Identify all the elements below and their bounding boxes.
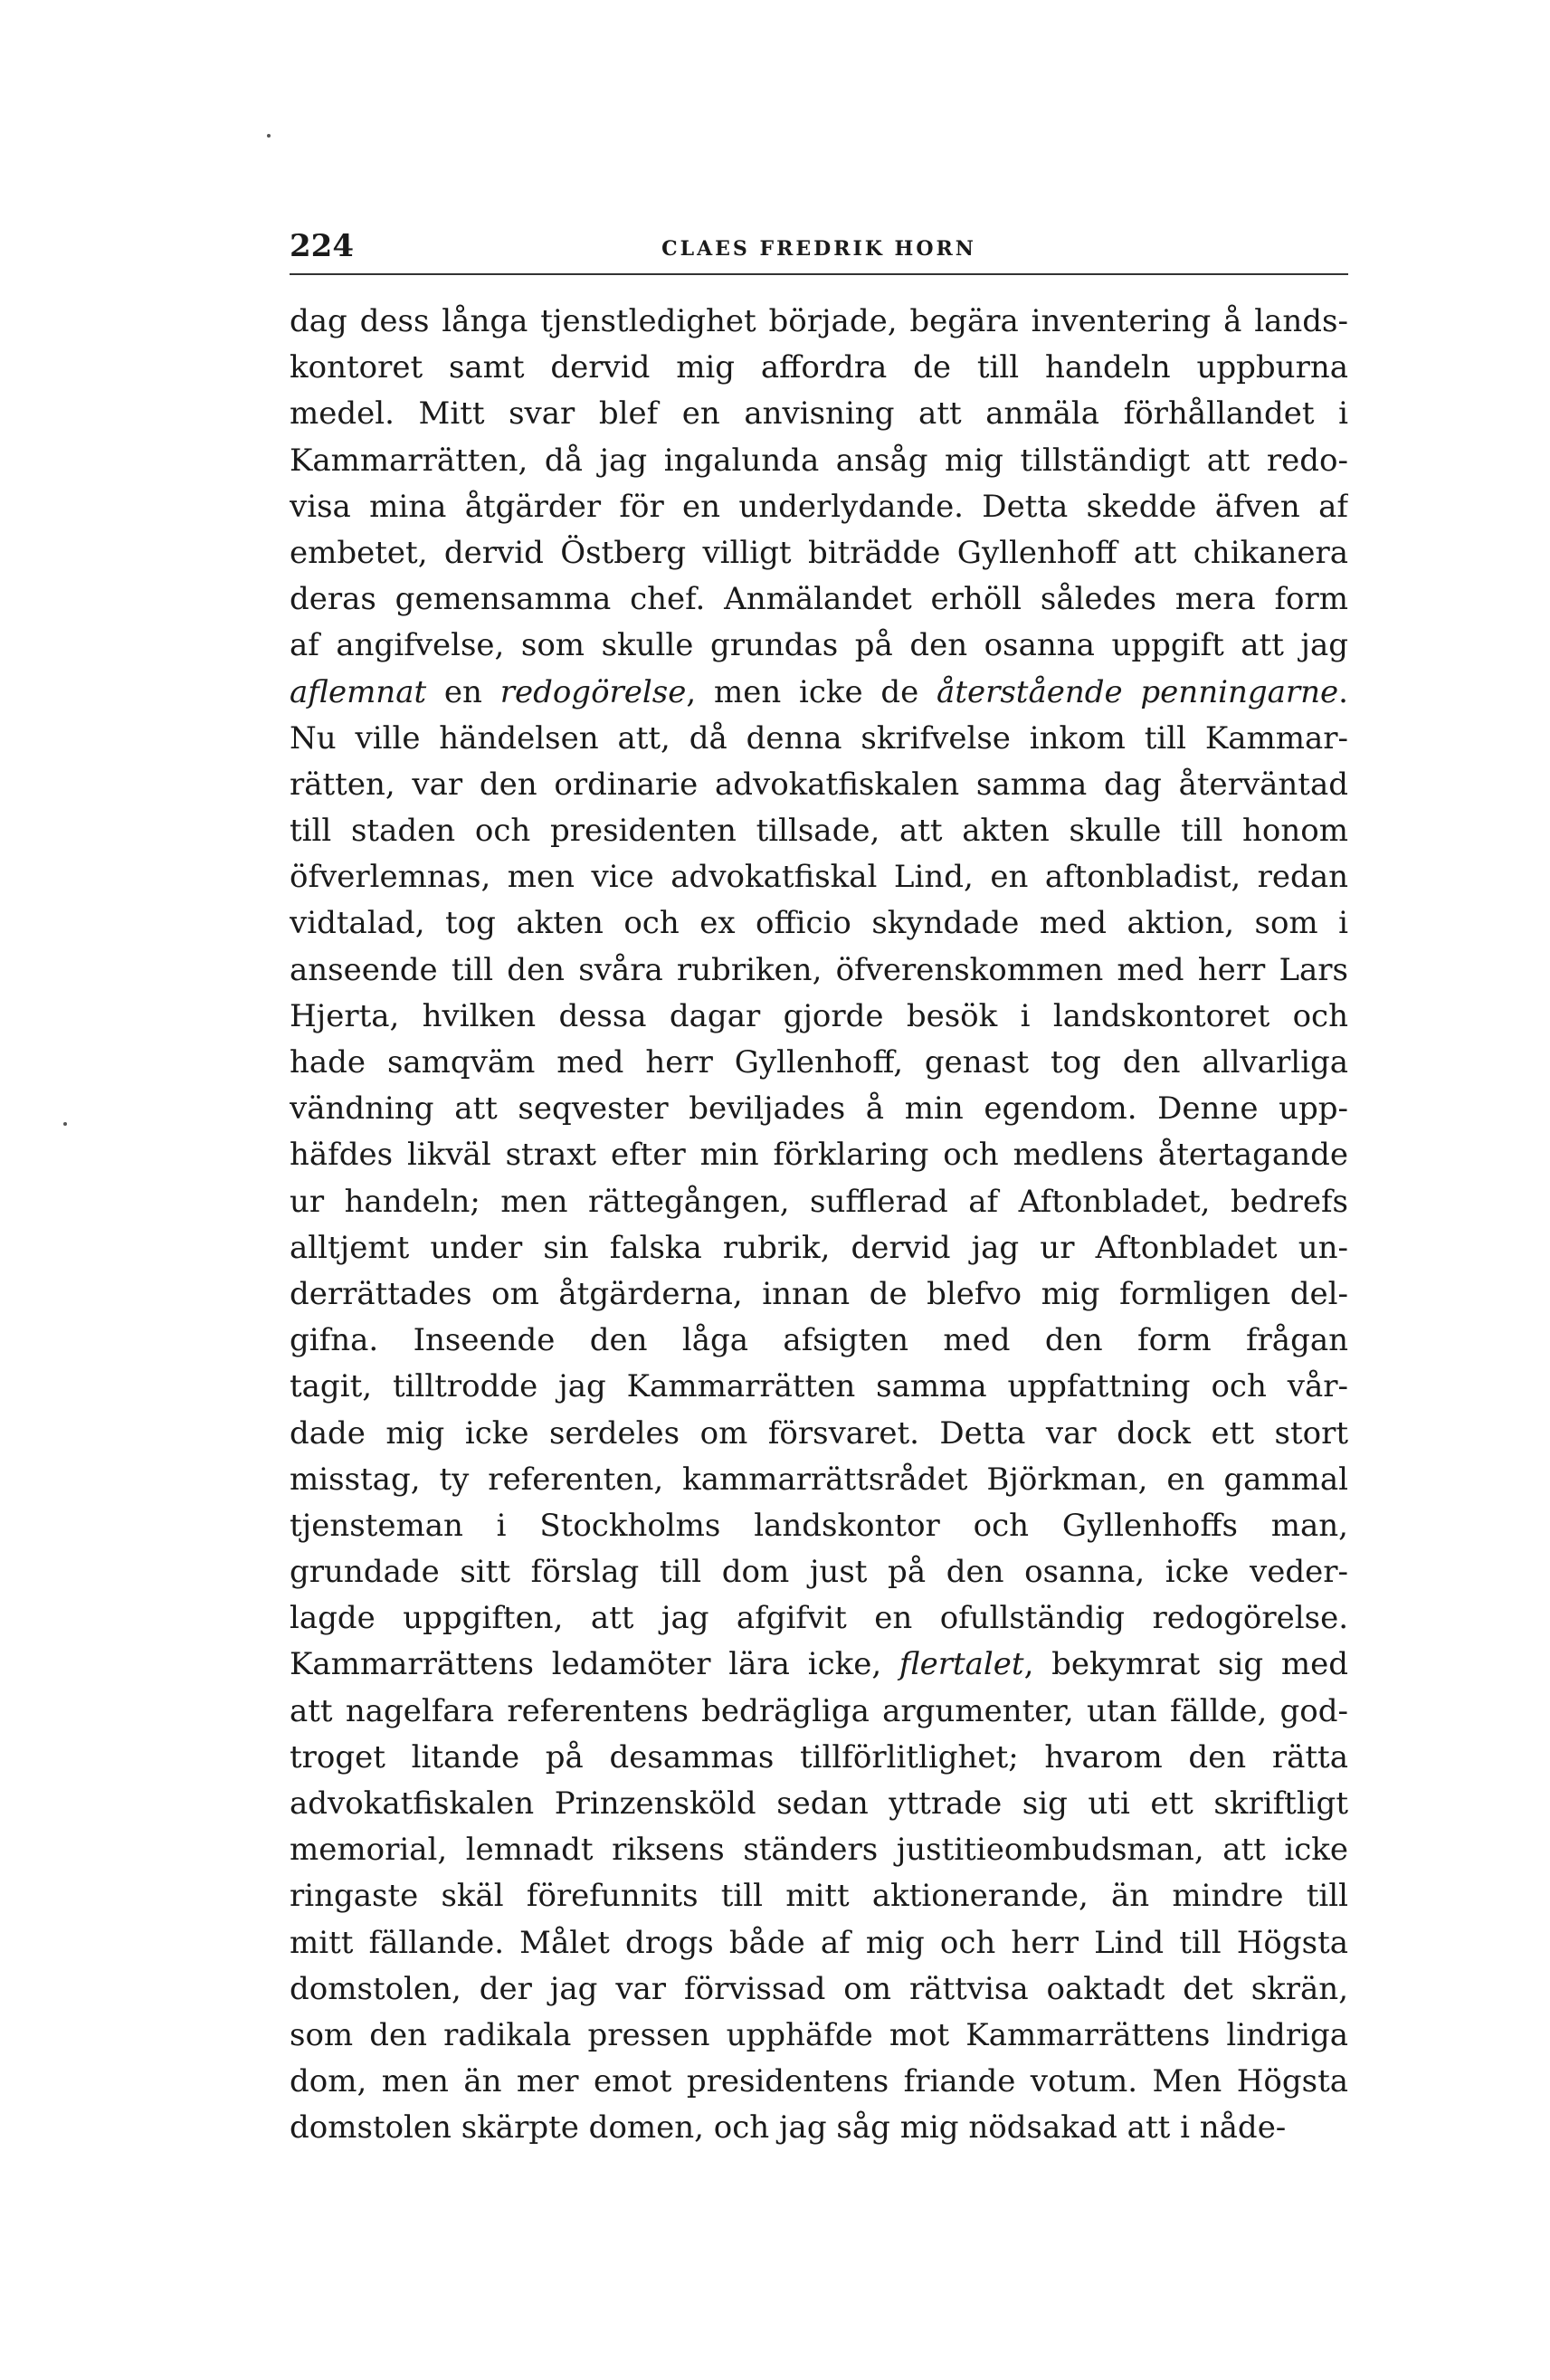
text-line [290, 1364, 1348, 1410]
text-line [290, 576, 1348, 623]
text-span: öfverlemnas, men vice advokatfiskal Lind, en aftonbladist, redan [290, 859, 1348, 896]
running-head: CLAES FREDRIK HORN [661, 237, 976, 261]
text-line [290, 1595, 1348, 1642]
text-line [290, 2059, 1348, 2105]
italic-span: aflemnat [290, 673, 427, 710]
text-span: anseende till den svåra rubriken, öfverenskommen med herr Lars [290, 951, 1348, 988]
text-span: embetet, dervid Östberg villigt biträdde Gyllenhoff att chikanera [290, 534, 1348, 571]
text-span: gifna. Inseende den låga afsigten med den form frågan [290, 1322, 1348, 1359]
text-span: memorial, lemnadt riksens ständers justitieombudsman, att icke [290, 1832, 1348, 1869]
text-line [290, 1549, 1348, 1595]
text-span: till staden och presidenten tillsade, att akten skulle till honom [290, 813, 1348, 850]
text-span: deras gemensamma chef. Anmälandet erhöll således mera form [290, 581, 1348, 618]
text-span: hade samqväm med herr Gyllenhoff, genast tog den allvarliga [290, 1044, 1348, 1081]
text-span: grundade sitt förslag till dom just på den osanna, icke veder- [290, 1554, 1348, 1591]
text-span: vidtalad, tog akten och ex officio skyndade med aktion, som i [290, 905, 1348, 942]
text-line [290, 1781, 1348, 1827]
text-span: medel. Mitt svar blef en anvisning att anmäla förhållandet i [290, 395, 1348, 433]
italic-span: återstående penningarne [937, 673, 1339, 710]
text-span: Nu ville händelsen att, då denna skrifvelse inkom till Kammar- [290, 719, 1348, 757]
text-line [290, 947, 1348, 994]
text-span: domstolen, der jag var förvissad om rättvisa oaktadt det skrän, [290, 1970, 1348, 2007]
text-span: tjensteman i Stockholms landskontor och Gyllenhoffs man, [290, 1507, 1348, 1544]
text-line [290, 900, 1348, 947]
text-line [290, 762, 1348, 808]
text-line [290, 808, 1348, 854]
text-span: dade mig icke serdeles om försvaret. Detta var dock ett stort [290, 1414, 1348, 1452]
text-line [290, 2013, 1348, 2059]
text-line [290, 854, 1348, 900]
text-span: lagde uppgiften, att jag afgifvit en ofullständig redogörelse. [290, 1600, 1348, 1637]
text-span: dom, men än mer emot presidentens friande votum. Men Högsta [290, 2063, 1348, 2100]
text-span: mitt fällande. Målet drogs både af mig och herr Lind till Högsta [290, 1924, 1348, 1961]
text-line [290, 1318, 1348, 1364]
italic-span: redogörelse [499, 673, 687, 710]
text-span: visa mina åtgärder för en underlydande. Detta skedde äfven af [290, 488, 1348, 525]
text-line [290, 1689, 1348, 1735]
text-line [290, 1457, 1348, 1503]
text-line [290, 670, 1348, 716]
body-text [290, 299, 1348, 2152]
text-span: ur handeln; men rättegången, sufflerad af Aftonbladet, bedrefs [290, 1183, 1348, 1220]
text-line [290, 1225, 1348, 1271]
paper-speck [267, 134, 271, 138]
text-line [290, 1040, 1348, 1086]
text-line [290, 994, 1348, 1040]
text-line [290, 391, 1348, 437]
text-span: kontoret samt dervid mig affordra de till handeln uppburna [290, 349, 1348, 386]
text-line [290, 1735, 1348, 1781]
text-line [290, 1873, 1348, 1919]
text-line [290, 716, 1348, 762]
text-line [290, 1132, 1348, 1178]
text-span: rätten, var den ordinarie advokatfiskalen samma dag återväntad [290, 766, 1348, 803]
text-span: alltjemt under sin falska rubrik, dervid jag ur Aftonbladet un- [290, 1229, 1348, 1266]
text-line [290, 1179, 1348, 1225]
text-span: häfdes likväl straxt efter min förklaring och medlens återtagande [290, 1137, 1348, 1174]
text-span: derrättades om åtgärderna, innan de blefvo mig formligen del- [290, 1275, 1348, 1312]
text-line [290, 1827, 1348, 1873]
text-span: en [426, 673, 500, 710]
page-header [290, 228, 1348, 275]
text-span: vändning att seqvester beviljades å min egendom. Denne upp- [290, 1090, 1348, 1128]
paper-speck [63, 1122, 67, 1126]
text-span: af angifvelse, som skulle grundas på den osanna uppgift att jag [290, 627, 1348, 664]
text-line [290, 299, 1348, 345]
text-span: . [1338, 673, 1348, 710]
text-span: Kammarrätten, då jag ingalunda ansåg mig tillständigt att redo- [290, 442, 1348, 479]
text-span: Hjerta, hvilken dessa dagar gjorde besök i landskontoret och [290, 997, 1348, 1034]
text-span: advokatfiskalen Prinzensköld sedan yttrade sig uti ett skriftligt [290, 1785, 1348, 1822]
text-line [290, 2105, 1348, 2151]
text-line [290, 623, 1348, 669]
text-line [290, 530, 1348, 576]
text-line [290, 438, 1348, 484]
text-span: Kammarrättens ledamöter lära icke, [290, 1646, 899, 1683]
text-span: , men icke de [686, 673, 937, 710]
text-line [290, 1642, 1348, 1688]
text-line [290, 1966, 1348, 2013]
text-line [290, 484, 1348, 530]
text-span: ringaste skäl förefunnits till mitt aktionerande, än mindre till [290, 1878, 1348, 1915]
text-span: troget litande på desammas tillförlitlighet; hvarom den rätta [290, 1738, 1348, 1775]
text-line [290, 1411, 1348, 1457]
text-span: att nagelfara referentens bedrägliga argumenter, utan fällde, god- [290, 1692, 1348, 1729]
text-span: som den radikala pressen upphäfde mot Kammarrättens lindriga [290, 2016, 1348, 2053]
text-span: dag dess långa tjenstledighet började, begära inventering å lands- [290, 303, 1348, 339]
text-line [290, 1920, 1348, 1966]
page-number: 224 [290, 228, 354, 264]
text-line [290, 345, 1348, 391]
italic-span: flertalet [899, 1646, 1024, 1683]
text-span: domstolen skärpte domen, och jag såg mig nödsakad att i nåde- [290, 2109, 1287, 2147]
text-line [290, 1271, 1348, 1318]
text-line [290, 1503, 1348, 1549]
text-line [290, 1086, 1348, 1132]
text-span: misstag, ty referenten, kammarrättsrådet Björkman, en gammal [290, 1461, 1348, 1498]
text-span: tagit, tilltrodde jag Kammarrätten samma uppfattning och vår- [290, 1368, 1348, 1405]
text-span: , bekymrat sig med [1023, 1646, 1348, 1683]
